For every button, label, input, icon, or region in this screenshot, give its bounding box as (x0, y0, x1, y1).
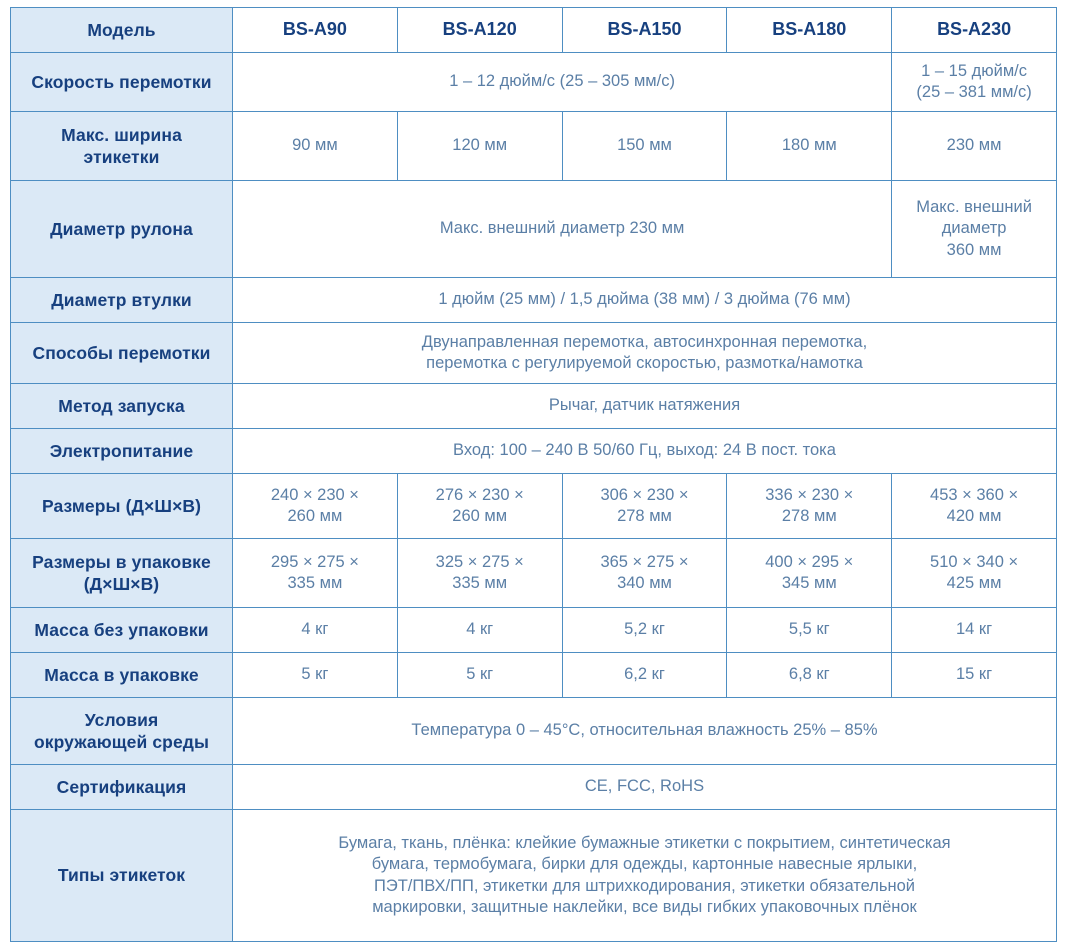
value-gross-weight-bs-a150: 6,2 кг (562, 653, 727, 698)
value-line-2: 345 мм (781, 574, 837, 592)
table-row-rewind-speed (11, 53, 1057, 112)
table-row-certification (11, 765, 1057, 810)
model-bs-a90: BS-A90 (233, 8, 398, 53)
table-row-dimensions (11, 474, 1057, 539)
value-width-bs-a230: 230 мм (892, 112, 1057, 181)
value-line-2: 260 мм (287, 507, 343, 525)
specification-table (10, 7, 1057, 942)
value-line-1: 276 × 230 × (435, 485, 524, 504)
value-gross-weight-bs-a230: 15 кг (892, 653, 1057, 698)
label-line-2: этикетки (83, 147, 160, 167)
row-label-roll-diameter: Диаметр рулона (11, 181, 233, 278)
value-power-supply: Вход: 100 – 240 В 50/60 Гц, выход: 24 В пост. тока (233, 429, 1057, 474)
value-line-2: диаметр (941, 219, 1007, 238)
table-row-max-label-width (11, 112, 1057, 181)
value-line-1: 453 × 360 × (930, 485, 1019, 504)
value-rewind-methods (233, 323, 1057, 384)
row-label-start-method: Метод запуска (11, 384, 233, 429)
value-line-2: бумага, термобумага, бирки для одежды, картонные навесные ярлыки, (371, 855, 918, 874)
value-packed-dimensions-bs-a90 (233, 539, 398, 608)
row-label-rewind-speed: Скорость перемотки (11, 53, 233, 112)
value-gross-weight-bs-a120: 5 кг (397, 653, 562, 698)
value-line-1: 325 × 275 × (435, 552, 524, 571)
value-dimensions-bs-a150 (562, 474, 727, 539)
value-line-1: 240 × 230 × (270, 485, 359, 504)
value-line-1: 1 – 15 дюйм/с (921, 61, 1028, 80)
value-line-2: перемотка с регулируемой скоростью, размотка/намотка (426, 354, 863, 372)
row-label-environment (11, 698, 233, 765)
label-line-1: Размеры в упаковке (32, 551, 211, 572)
row-label-gross-weight: Масса в упаковке (11, 653, 233, 698)
value-dimensions-bs-a230 (892, 474, 1057, 539)
value-line-1: 306 × 230 × (600, 485, 689, 504)
value-label-types (233, 810, 1057, 942)
table-row-gross-weight (11, 653, 1057, 698)
value-certification: CE, FCC, RoHS (233, 765, 1057, 810)
value-net-weight-bs-a150: 5,2 кг (562, 608, 727, 653)
label-line-2: (Д×Ш×В) (83, 574, 160, 594)
label-line-1: Макс. ширина (61, 124, 182, 145)
table-row-roll-diameter (11, 181, 1057, 278)
value-line-3: 360 мм (946, 240, 1002, 259)
model-bs-a120: BS-A120 (397, 8, 562, 53)
row-label-max-label-width (11, 112, 233, 181)
model-bs-a180: BS-A180 (727, 8, 892, 53)
label-line-1: Условия (84, 709, 159, 730)
value-packed-dimensions-bs-a230 (892, 539, 1057, 608)
value-roll-diameter-bs-a230 (892, 181, 1057, 278)
value-line-2: (25 – 381 мм/с) (916, 83, 1032, 101)
value-line-2: 278 мм (781, 507, 837, 525)
value-line-1: 400 × 295 × (765, 552, 854, 571)
value-packed-dimensions-bs-a180 (727, 539, 892, 608)
row-label-packed-dimensions (11, 539, 233, 608)
model-bs-a150: BS-A150 (562, 8, 727, 53)
value-width-bs-a120: 120 мм (397, 112, 562, 181)
row-label-power-supply: Электропитание (11, 429, 233, 474)
row-label-label-types: Типы этикеток (11, 810, 233, 942)
row-label-model: Модель (11, 8, 233, 53)
value-line-3: ПЭТ/ПВХ/ПП, этикетки для штрихкодирования, этикетки обязательной (373, 876, 915, 895)
row-label-net-weight: Масса без упаковки (11, 608, 233, 653)
value-net-weight-bs-a230: 14 кг (892, 608, 1057, 653)
value-rewind-speed-bs-a230 (892, 53, 1057, 112)
value-line-4: маркировки, защитные наклейки, все виды гибких упаковочных плёнок (372, 897, 917, 916)
value-width-bs-a150: 150 мм (562, 112, 727, 181)
value-gross-weight-bs-a90: 5 кг (233, 653, 398, 698)
model-bs-a230: BS-A230 (892, 8, 1057, 53)
value-line-2: 425 мм (946, 574, 1002, 592)
table-row-packed-dimensions (11, 539, 1057, 608)
table-row-model (11, 8, 1057, 53)
value-rewind-speed-common: 1 – 12 дюйм/с (25 – 305 мм/с) (233, 53, 892, 112)
value-dimensions-bs-a90 (233, 474, 398, 539)
value-line-1: Бумага, ткань, плёнка: клейкие бумажные этикетки с покрытием, синтетическая (338, 834, 951, 853)
value-net-weight-bs-a90: 4 кг (233, 608, 398, 653)
table-row-power-supply (11, 429, 1057, 474)
table-row-core-diameter (11, 278, 1057, 323)
value-line-1: Двунаправленная перемотка, автосинхронная перемотка, (421, 332, 868, 351)
value-width-bs-a180: 180 мм (727, 112, 892, 181)
table-row-label-types (11, 810, 1057, 942)
value-line-2: 335 мм (452, 574, 508, 592)
value-width-bs-a90: 90 мм (233, 112, 398, 181)
row-label-core-diameter: Диаметр втулки (11, 278, 233, 323)
value-dimensions-bs-a180 (727, 474, 892, 539)
value-net-weight-bs-a180: 5,5 кг (727, 608, 892, 653)
row-label-certification: Сертификация (11, 765, 233, 810)
row-label-rewind-methods: Способы перемотки (11, 323, 233, 384)
row-label-dimensions: Размеры (Д×Ш×В) (11, 474, 233, 539)
value-line-1: 336 × 230 × (765, 485, 854, 504)
value-line-2: 278 мм (617, 507, 672, 525)
label-line-2: окружающей среды (33, 732, 210, 752)
value-line-2: 420 мм (946, 507, 1002, 525)
value-packed-dimensions-bs-a120 (397, 539, 562, 608)
value-net-weight-bs-a120: 4 кг (397, 608, 562, 653)
value-line-1: 510 × 340 × (930, 552, 1019, 571)
value-line-1: 365 × 275 × (600, 552, 689, 571)
value-packed-dimensions-bs-a150 (562, 539, 727, 608)
value-roll-diameter-common: Макс. внешний диаметр 230 мм (233, 181, 892, 278)
value-environment: Температура 0 – 45°C, относительная влажность 25% – 85% (233, 698, 1057, 765)
table-row-environment (11, 698, 1057, 765)
value-line-2: 335 мм (287, 574, 343, 592)
value-line-1: Макс. внешний (916, 198, 1032, 217)
value-core-diameter: 1 дюйм (25 мм) / 1,5 дюйма (38 мм) / 3 дюйма (76 мм) (233, 278, 1057, 323)
table-row-net-weight (11, 608, 1057, 653)
table-row-start-method (11, 384, 1057, 429)
value-line-2: 340 мм (617, 574, 672, 592)
value-start-method: Рычаг, датчик натяжения (233, 384, 1057, 429)
value-dimensions-bs-a120 (397, 474, 562, 539)
value-line-1: 295 × 275 × (270, 552, 359, 571)
value-line-2: 260 мм (452, 507, 508, 525)
value-gross-weight-bs-a180: 6,8 кг (727, 653, 892, 698)
table-row-rewind-methods (11, 323, 1057, 384)
